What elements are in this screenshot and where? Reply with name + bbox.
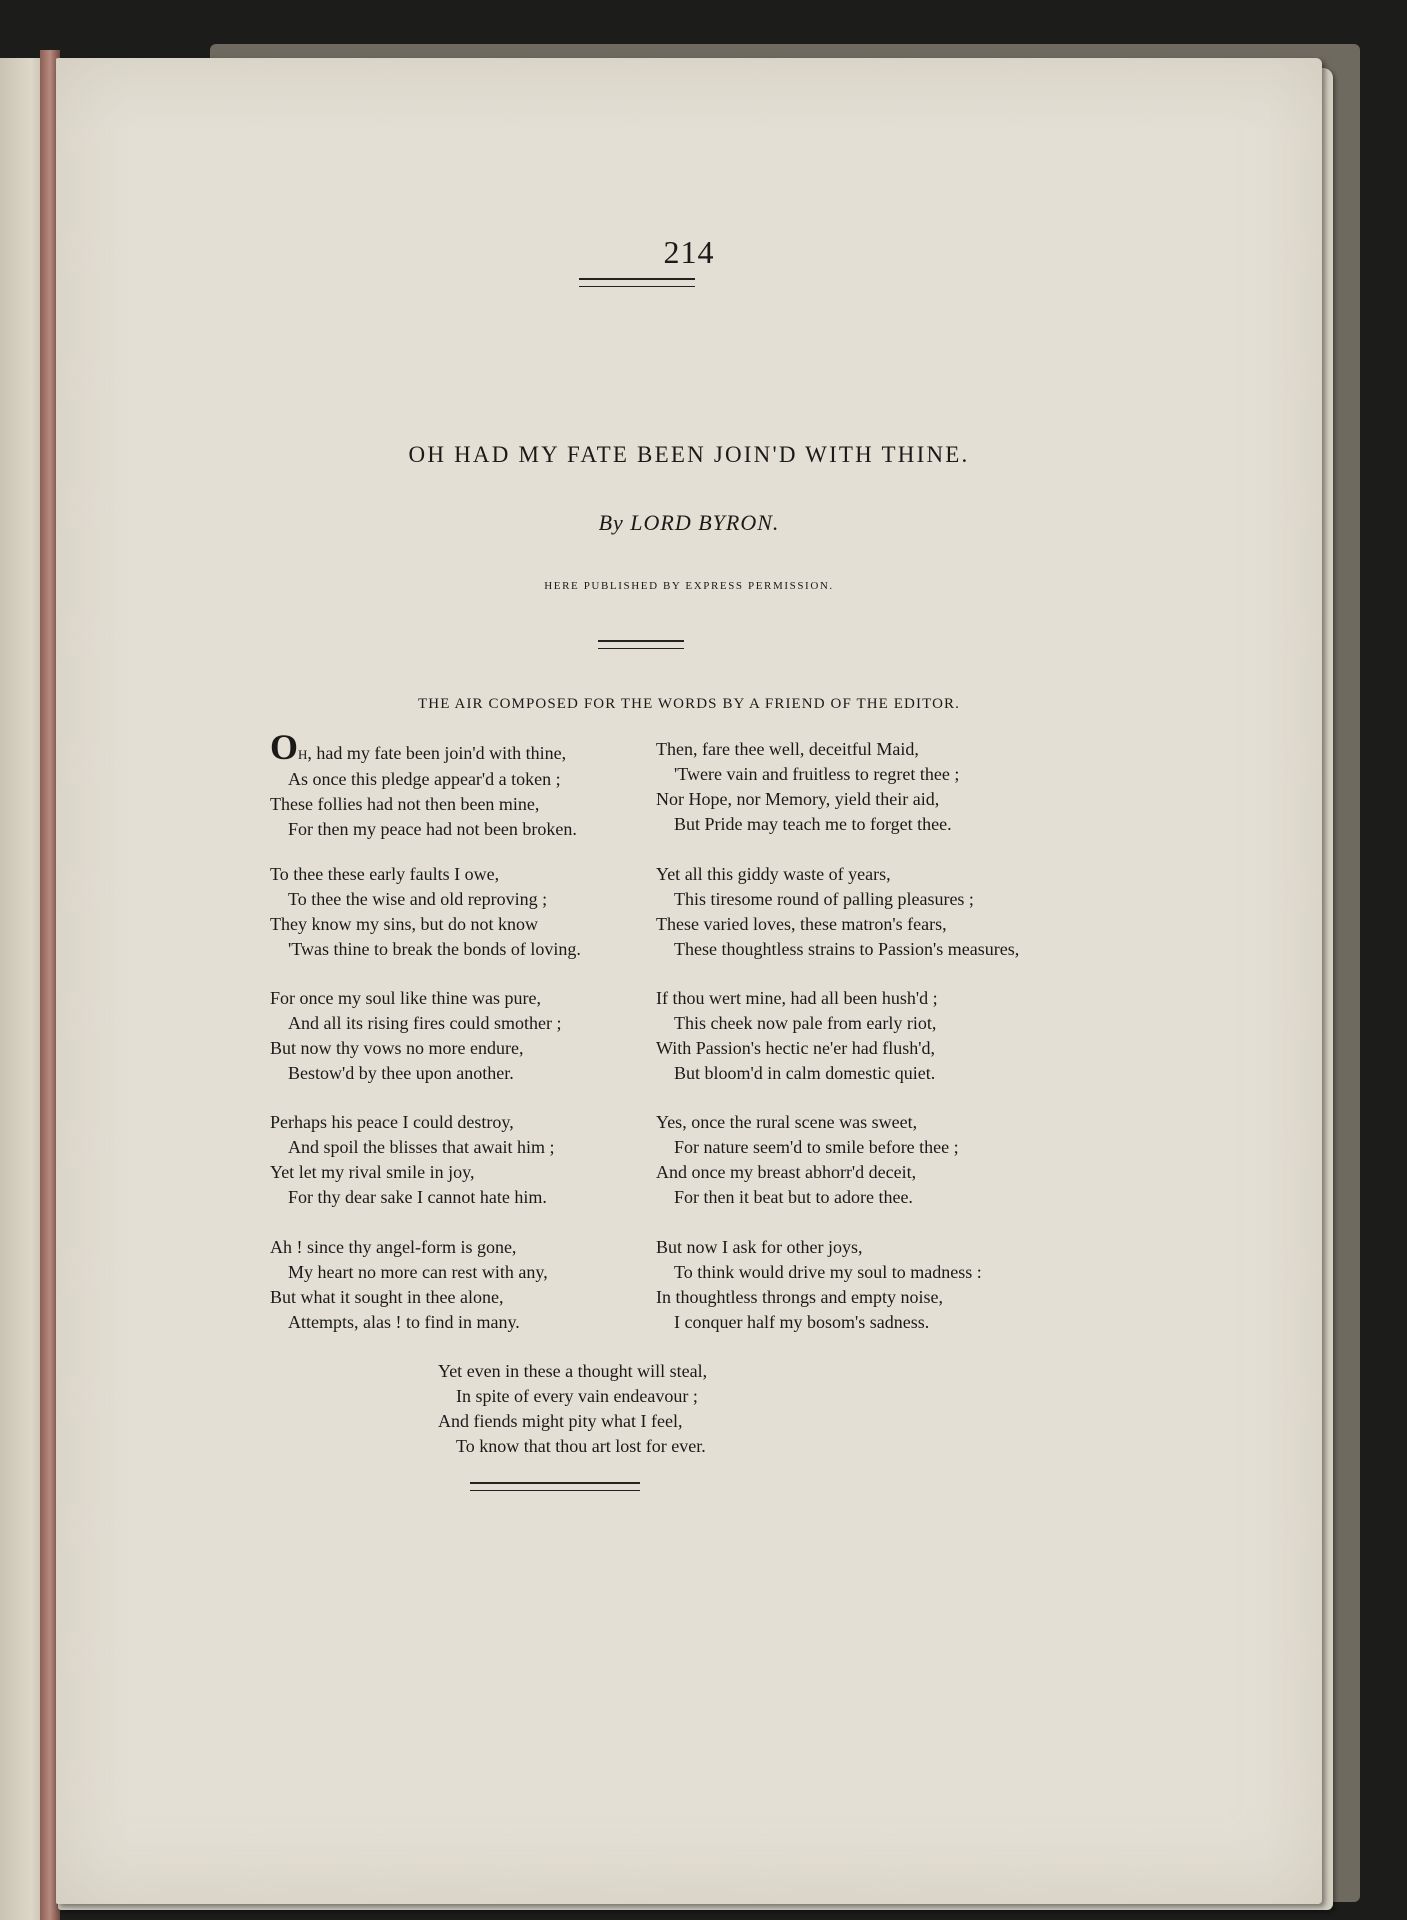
poem-line: In spite of every vain endeavour ; bbox=[456, 1386, 698, 1406]
poem-line: This tiresome round of palling pleasures ; bbox=[674, 889, 974, 909]
poem-line: But bloom'd in calm domestic quiet. bbox=[674, 1063, 936, 1083]
poem-line: Nor Hope, nor Memory, yield their aid, bbox=[656, 789, 940, 809]
poem-line: Then, fare thee well, deceitful Maid, bbox=[656, 739, 919, 759]
poem-title: OH HAD MY FATE BEEN JOIN'D WITH THINE. bbox=[408, 442, 970, 467]
poem-line: To think would drive my soul to madness : bbox=[674, 1262, 982, 1282]
poem-line: These thoughtless strains to Passion's measures, bbox=[674, 939, 1020, 959]
poem-line: As once this pledge appear'd a token ; bbox=[288, 769, 561, 789]
poem-line: Yet all this giddy waste of years, bbox=[656, 864, 891, 884]
poem-line: Bestow'd by thee upon another. bbox=[288, 1063, 514, 1083]
air-note: THE AIR COMPOSED FOR THE WORDS BY A FRIEND OF THE EDITOR. bbox=[418, 696, 960, 712]
end-rule bbox=[470, 1482, 640, 1491]
page-number-rule bbox=[579, 278, 695, 287]
poem-line: For thy dear sake I cannot hate him. bbox=[288, 1187, 547, 1207]
right-stanza-3 bbox=[656, 986, 1096, 1086]
right-stanza-4 bbox=[656, 1110, 1096, 1210]
poem-line: My heart no more can rest with any, bbox=[288, 1262, 548, 1282]
small-cap: H bbox=[298, 747, 308, 762]
poem-line: Attempts, alas ! to find in many. bbox=[288, 1312, 520, 1332]
poem-line: To thee the wise and old reproving ; bbox=[288, 889, 548, 909]
poem-line: But now thy vows no more endure, bbox=[270, 1038, 524, 1058]
page-number: 214 bbox=[663, 234, 715, 270]
poem-line: To know that thou art lost for ever. bbox=[456, 1436, 706, 1456]
title-rule bbox=[598, 640, 684, 649]
drop-cap: O bbox=[270, 727, 299, 767]
poem-line: Yes, once the rural scene was sweet, bbox=[656, 1112, 918, 1132]
poem-line: I conquer half my bosom's sadness. bbox=[674, 1312, 930, 1332]
poem-line: 'Twere vain and fruitless to regret thee ; bbox=[674, 764, 960, 784]
poem-line: For then it beat but to adore thee. bbox=[674, 1187, 913, 1207]
poem-line: But now I ask for other joys, bbox=[656, 1237, 863, 1257]
poem-line: And once my breast abhorr'd deceit, bbox=[656, 1162, 917, 1182]
poem-line: And fiends might pity what I feel, bbox=[438, 1411, 683, 1431]
left-stanza-1 bbox=[270, 727, 710, 842]
poem-line: Ah ! since thy angel-form is gone, bbox=[270, 1237, 517, 1257]
poem-line: And spoil the blisses that await him ; bbox=[288, 1137, 555, 1157]
left-stanza-2 bbox=[270, 862, 710, 962]
right-stanza-2 bbox=[656, 862, 1096, 962]
book-page bbox=[56, 58, 1322, 1904]
final-stanza bbox=[438, 1359, 878, 1459]
left-stanza-3 bbox=[270, 986, 710, 1086]
poem-line: Yet even in these a thought will steal, bbox=[438, 1361, 708, 1381]
poem-line: These follies had not then been mine, bbox=[270, 794, 540, 814]
poem-line: OH, had my fate been join'd with thine, bbox=[270, 727, 567, 767]
poem-line: But Pride may teach me to forget thee. bbox=[674, 814, 952, 834]
poem-line: But what it sought in thee alone, bbox=[270, 1287, 504, 1307]
poem-line: Yet let my rival smile in joy, bbox=[270, 1162, 475, 1182]
poem-line: To thee these early faults I owe, bbox=[270, 864, 500, 884]
poem-line: For nature seem'd to smile before thee ; bbox=[674, 1137, 959, 1157]
poem-line: 'Twas thine to break the bonds of loving. bbox=[288, 939, 581, 959]
poem-line: They know my sins, but do not know bbox=[270, 914, 538, 934]
right-stanza-1 bbox=[656, 737, 1096, 837]
poem-line: This cheek now pale from early riot, bbox=[674, 1013, 937, 1033]
left-stanza-4 bbox=[270, 1110, 710, 1210]
poem-line: For once my soul like thine was pure, bbox=[270, 988, 541, 1008]
poem-line: These varied loves, these matron's fears, bbox=[656, 914, 947, 934]
left-stanza-5 bbox=[270, 1235, 710, 1335]
permission-note: HERE PUBLISHED BY EXPRESS PERMISSION. bbox=[544, 580, 834, 592]
poem-line: In thoughtless throngs and empty noise, bbox=[656, 1287, 943, 1307]
poem-line: If thou wert mine, had all been hush'd ; bbox=[656, 988, 938, 1008]
poem-line: And all its rising fires could smother ; bbox=[288, 1013, 562, 1033]
poem-line: For then my peace had not been broken. bbox=[288, 819, 577, 839]
poem-line: With Passion's hectic ne'er had flush'd, bbox=[656, 1038, 935, 1058]
poem-byline: By LORD BYRON. bbox=[598, 510, 780, 535]
poem-line: Perhaps his peace I could destroy, bbox=[270, 1112, 514, 1132]
right-stanza-5 bbox=[656, 1235, 1096, 1335]
